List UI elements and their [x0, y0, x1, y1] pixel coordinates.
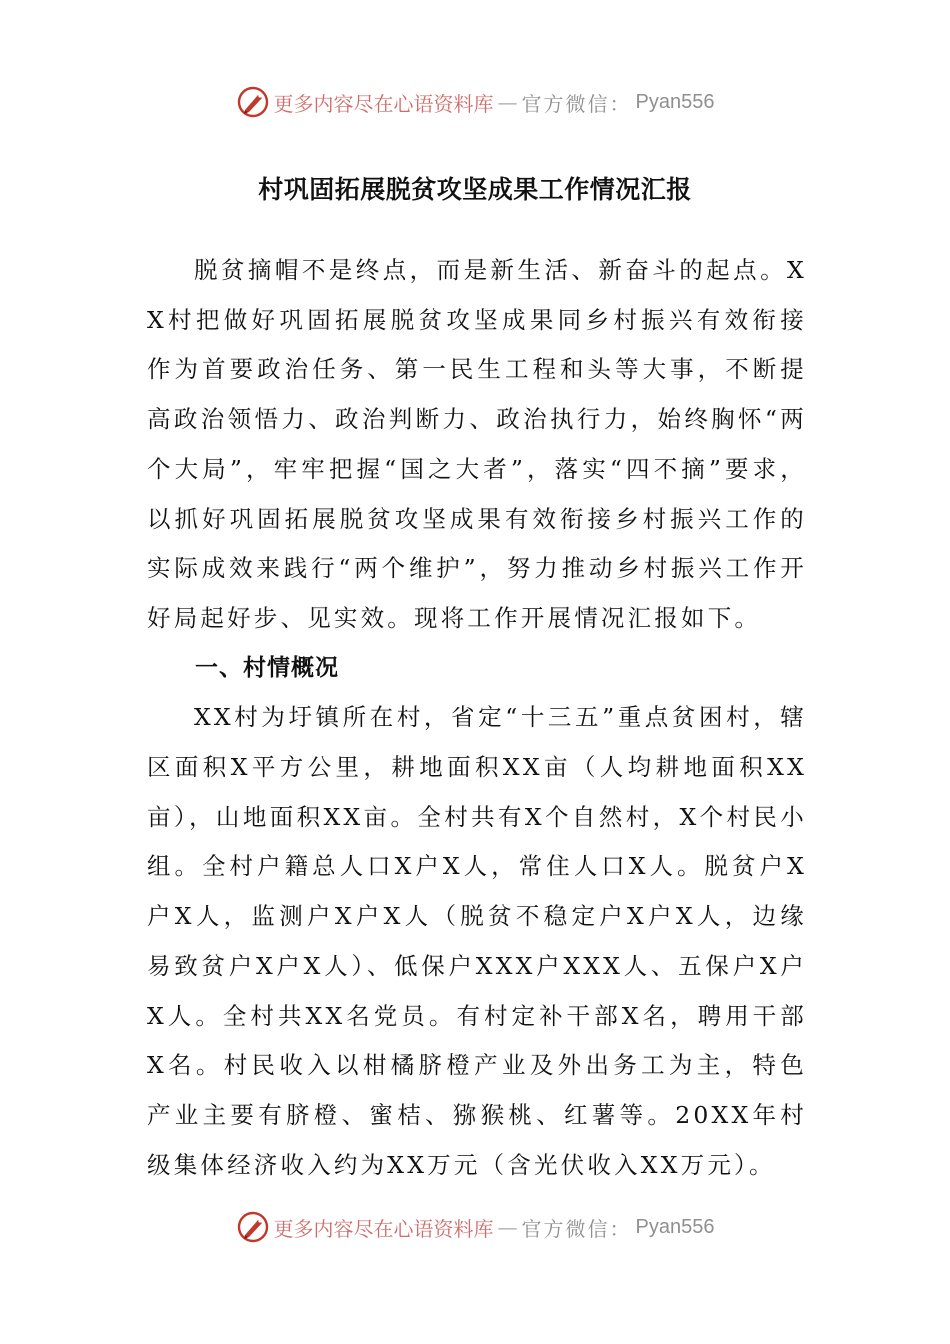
watermark-content	[236, 85, 715, 119]
watermark-main-text: 更多内容尽在心语资料库	[273, 1216, 494, 1241]
watermark-separator: —	[497, 1215, 518, 1239]
intro-paragraph: 脱贫摘帽不是终点，而是新生活、新奋斗的起点。XX村把做好巩固拓展脱贫攻坚成果同乡村振兴有效衔接作为首要政治任务、第一民生工程和头等大事，不断提高政治领悟力、政治判断力、政治执行力，始终胸怀“两个大局”，牢牢把握“国之大者”，落实“四不摘”要求，以抓好巩固拓展脱贫攻坚成果有效衔接乡村振兴工作的实际成效来践行“两个维护”，努力推动乡村振兴工作开好局起好步、见实效。现将工作开展情况汇报如下。	[147, 256, 807, 632]
document-title: 村巩固拓展脱贫攻坚成果工作情况汇报	[258, 175, 692, 204]
pen-circle-logo-icon	[236, 1210, 270, 1244]
watermark-sub-text: 官方微信：	[521, 91, 632, 116]
watermark-header	[0, 82, 950, 122]
document-body	[147, 246, 807, 1190]
section-heading-village-overview: 一、村情概况	[195, 654, 339, 681]
watermark-account: Pyan556	[635, 1215, 715, 1238]
watermark-main-text: 更多内容尽在心语资料库	[273, 91, 494, 116]
watermark-account: Pyan556	[635, 90, 715, 113]
village-overview-paragraph: XX村为圩镇所在村，省定“十三五”重点贫困村，辖区面积X平方公里，耕地面积XX亩（人均耕地面积XX亩），山地面积XX亩。全村共有X个自然村，X个村民小组。全村户籍总人口X户X人，常住人口X人。脱贫户X户X人，监测户X户X人（脱贫不稳定户X户X人，边缘易致贫户X户X人）、低保户XXX户XXX人、五保户X户X人。全村共XX名党员。有村定补干部X名，聘用干部X名。村民收入以柑橘脐橙产业及外出务工为主，特色产业主要有脐橙、蜜桔、猕猴桃、红薯等。20XX年村级集体经济收入约为XX万元（含光伏收入XX万元）。	[147, 703, 807, 1179]
watermark-sub-text: 官方微信：	[521, 1216, 632, 1241]
pen-circle-logo-icon	[236, 85, 270, 119]
watermark-separator: —	[497, 90, 518, 114]
watermark-content	[236, 1210, 715, 1244]
watermark-footer	[0, 1207, 950, 1247]
